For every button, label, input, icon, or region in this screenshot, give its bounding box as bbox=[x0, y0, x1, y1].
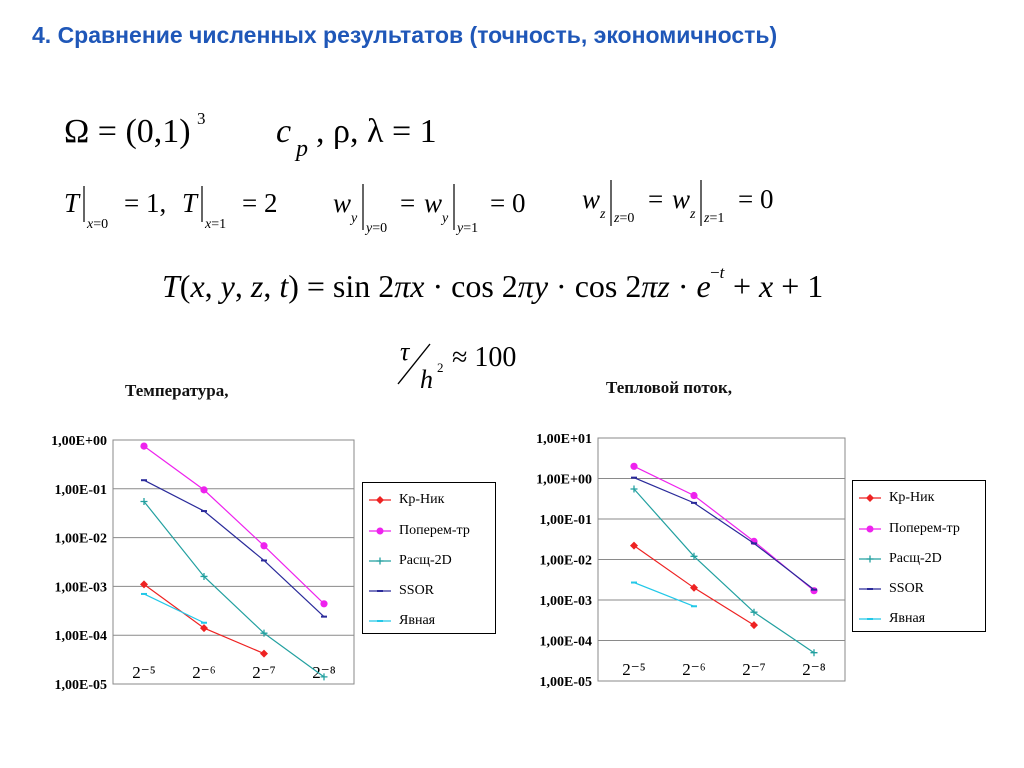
x-tick-label: 2⁻⁵ bbox=[622, 660, 646, 679]
svg-text:T: T bbox=[182, 188, 198, 218]
svg-text:= 0: = 0 bbox=[490, 188, 526, 218]
svg-text:≈ 100: ≈ 100 bbox=[452, 342, 517, 373]
legend-swatch bbox=[859, 492, 881, 504]
svg-text:y=1: y=1 bbox=[457, 221, 479, 236]
svg-text:=: = bbox=[648, 184, 664, 214]
formula-exact-solution bbox=[162, 263, 823, 304]
legend-swatch bbox=[859, 553, 881, 565]
svg-text:+ x + 1: + x + 1 bbox=[733, 268, 824, 304]
y-tick-label: 1,00E+00 bbox=[51, 434, 107, 449]
svg-text:h: h bbox=[420, 365, 433, 394]
x-tick-label: 2⁻⁵ bbox=[132, 663, 156, 682]
x-tick-label: 2⁻⁶ bbox=[682, 660, 706, 679]
legend-label: Кр-Ник bbox=[399, 492, 445, 507]
chart-1-title: Температура, bbox=[125, 381, 229, 400]
x-tick-label: 2⁻⁸ bbox=[312, 663, 336, 682]
legend-label: SSOR bbox=[889, 581, 925, 596]
y-tick-label: 1,00E-02 bbox=[54, 531, 107, 547]
formula-bc-wz bbox=[582, 180, 773, 226]
y-tick-label: 1,00E-01 bbox=[54, 482, 107, 498]
plot-area bbox=[113, 440, 354, 684]
svg-text:= 1,: = 1, bbox=[124, 188, 167, 218]
legend-label: Явная bbox=[399, 613, 436, 628]
svg-text:c: c bbox=[276, 113, 292, 150]
chart-1-legend bbox=[362, 482, 496, 634]
x-tick-label: 2⁻⁷ bbox=[742, 660, 766, 679]
svg-text:z=0: z=0 bbox=[614, 211, 635, 226]
y-tick-label: 1,00E+01 bbox=[536, 432, 592, 447]
legend-item bbox=[859, 519, 960, 539]
svg-text:T(x, y, z, t) = sin 2πx · cos: T(x, y, z, t) = sin 2πx · cos 2πy · cos 2πz · e bbox=[162, 268, 711, 304]
x-tick-label: 2⁻⁷ bbox=[252, 663, 276, 682]
svg-text:z: z bbox=[690, 207, 696, 222]
legend-item bbox=[859, 609, 925, 629]
legend-item bbox=[859, 549, 942, 569]
svg-text:y: y bbox=[442, 211, 449, 226]
chart-2-legend bbox=[852, 480, 986, 632]
svg-text:w: w bbox=[333, 188, 352, 218]
y-tick-label: 1,00E-02 bbox=[539, 553, 592, 569]
y-tick-label: 1,00E-05 bbox=[539, 675, 592, 690]
data-point bbox=[630, 463, 637, 470]
y-tick-label: 1,00E-04 bbox=[54, 629, 107, 645]
legend-item bbox=[859, 579, 924, 599]
svg-text:T: T bbox=[64, 188, 80, 218]
svg-text:w: w bbox=[424, 188, 443, 218]
y-tick-label: 1,00E-04 bbox=[539, 634, 592, 650]
y-tick-label: 1,00E-01 bbox=[539, 513, 592, 528]
svg-text:z=1: z=1 bbox=[704, 211, 725, 226]
legend-swatch bbox=[369, 525, 391, 537]
svg-text:= 0: = 0 bbox=[738, 184, 774, 214]
legend-item bbox=[369, 611, 435, 631]
legend-item bbox=[369, 490, 444, 510]
data-point bbox=[690, 492, 697, 499]
y-tick-label: 1,00E-03 bbox=[539, 594, 592, 609]
formula-ratio bbox=[398, 337, 516, 394]
svg-text:, ρ, λ = 1: , ρ, λ = 1 bbox=[316, 113, 437, 150]
svg-text:−t: −t bbox=[710, 263, 725, 282]
svg-text:τ: τ bbox=[400, 337, 410, 366]
svg-text:Ω = (0,1): Ω = (0,1) bbox=[64, 113, 191, 150]
legend-item bbox=[369, 551, 452, 571]
legend-label: Поперем-тр bbox=[399, 523, 470, 538]
svg-text:2: 2 bbox=[437, 360, 444, 375]
y-tick-label: 1,00E-05 bbox=[54, 678, 107, 693]
svg-text:w: w bbox=[582, 184, 601, 214]
data-point bbox=[140, 442, 147, 449]
data-point bbox=[260, 542, 267, 549]
svg-text:z: z bbox=[600, 207, 606, 222]
legend-label: Кр-Ник bbox=[889, 490, 935, 505]
svg-text:=: = bbox=[400, 188, 416, 218]
legend-swatch bbox=[369, 585, 391, 597]
formula-domain bbox=[64, 109, 206, 150]
legend-item bbox=[859, 488, 934, 508]
formula-params bbox=[276, 113, 437, 162]
legend-label: Явная bbox=[889, 611, 926, 626]
y-tick-label: 1,00E+00 bbox=[536, 472, 592, 488]
data-point bbox=[200, 486, 207, 493]
legend-item bbox=[369, 521, 470, 541]
x-tick-label: 2⁻⁶ bbox=[192, 663, 216, 682]
formula-bc-wy bbox=[333, 184, 525, 236]
legend-swatch bbox=[859, 523, 881, 535]
svg-text:3: 3 bbox=[197, 109, 206, 128]
slide-title: 4. Сравнение численных результатов (точность, экономичность) bbox=[32, 22, 778, 48]
svg-text:p: p bbox=[296, 136, 308, 162]
legend-label: Расщ-2D bbox=[889, 551, 942, 566]
legend-swatch bbox=[369, 555, 391, 567]
svg-text:y=0: y=0 bbox=[366, 221, 388, 236]
legend-swatch bbox=[369, 494, 391, 506]
legend-label: Расщ-2D bbox=[399, 553, 452, 568]
legend-swatch bbox=[859, 613, 881, 625]
legend-swatch bbox=[859, 583, 881, 595]
data-point bbox=[320, 600, 327, 607]
svg-text:x=0: x=0 bbox=[87, 217, 109, 232]
legend-label: Поперем-тр bbox=[889, 521, 960, 536]
legend-swatch bbox=[369, 615, 391, 627]
chart-2-title: Тепловой поток, bbox=[606, 378, 732, 397]
legend-item bbox=[369, 581, 434, 601]
svg-text:= 2: = 2 bbox=[242, 188, 278, 218]
x-tick-label: 2⁻⁸ bbox=[802, 660, 826, 679]
y-tick-label: 1,00E-03 bbox=[54, 580, 107, 596]
legend-label: SSOR bbox=[399, 583, 435, 598]
svg-text:x=1: x=1 bbox=[205, 217, 227, 232]
svg-text:y: y bbox=[351, 211, 358, 226]
formula-bc-temperature bbox=[64, 186, 277, 232]
svg-text:w: w bbox=[672, 184, 691, 214]
